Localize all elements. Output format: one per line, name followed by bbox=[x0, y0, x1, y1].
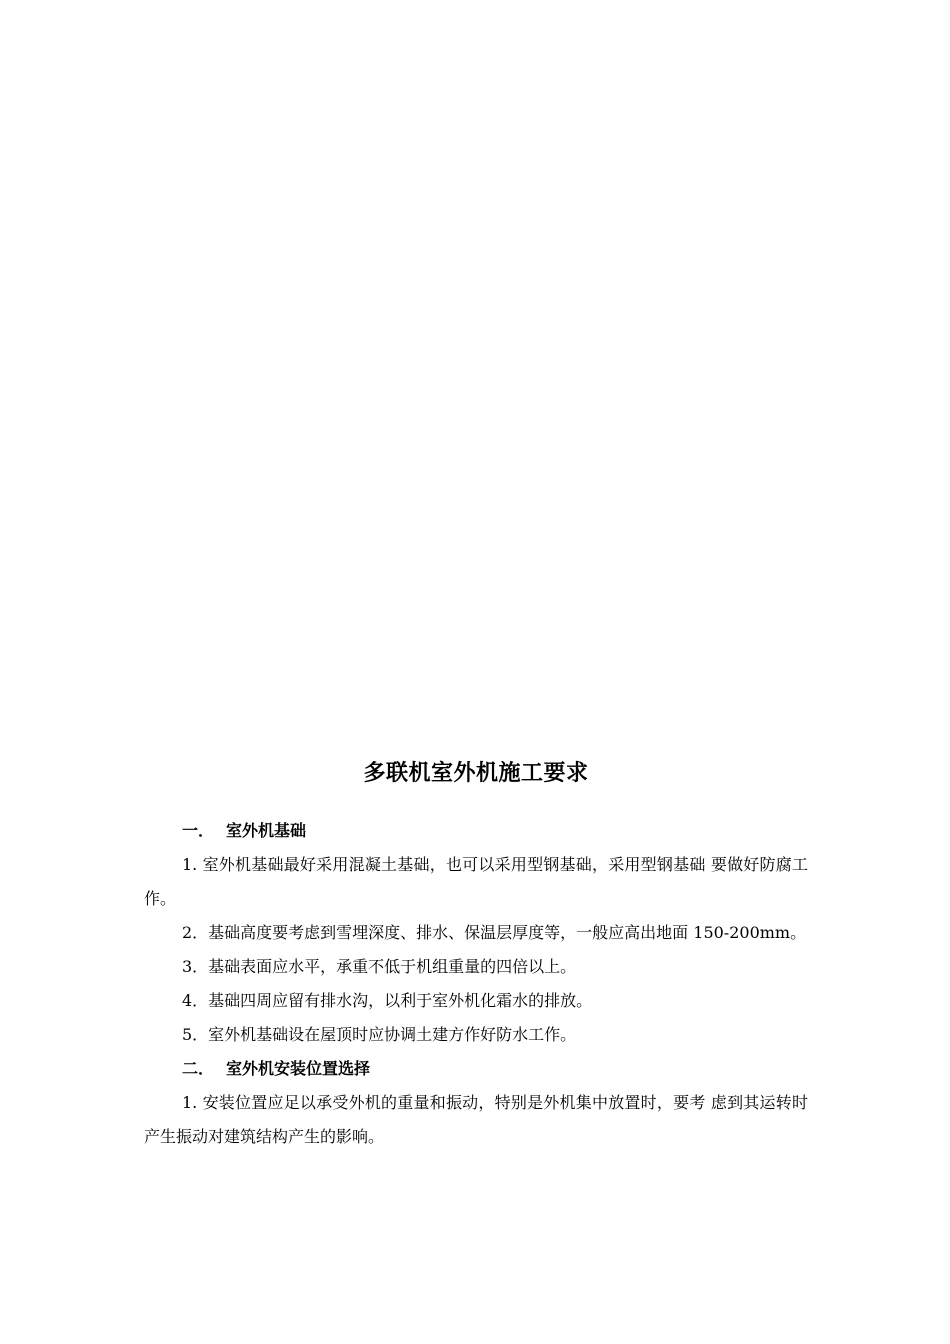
paragraph: 1. 室外机基础最好采用混凝土基础，也可以采用型钢基础，采用型钢基础 要做好防腐工作。 bbox=[144, 855, 808, 908]
document-title: 多联机室外机施工要求 bbox=[363, 761, 589, 786]
section-location bbox=[144, 1052, 808, 1154]
paragraph: 1. 安装位置应足以承受外机的重量和振动，特别是外机集中放置时，要考 虑到其运转时产生振动对建筑结构产生的影响。 bbox=[144, 1093, 808, 1146]
section-heading-text: 室外机基础 bbox=[226, 821, 307, 840]
document-body bbox=[144, 756, 808, 1154]
section-heading bbox=[144, 814, 808, 848]
section-number: 二． bbox=[182, 1059, 215, 1078]
section-heading-text: 室外机安装位置选择 bbox=[226, 1059, 371, 1078]
section-heading bbox=[144, 1052, 808, 1086]
section-foundation bbox=[144, 814, 808, 1052]
paragraph: 2．基础高度要考虑到雪埋深度、排水、保温层厚度等，一般应高出地面 150-200mm。 bbox=[182, 923, 807, 942]
paragraph: 4．基础四周应留有排水沟，以利于室外机化霜水的排放。 bbox=[182, 991, 593, 1010]
paragraph: 5．室外机基础设在屋顶时应协调土建方作好防水工作。 bbox=[182, 1025, 577, 1044]
paragraph: 3．基础表面应水平，承重不低于机组重量的四倍以上。 bbox=[182, 957, 577, 976]
section-number: 一． bbox=[182, 821, 215, 840]
